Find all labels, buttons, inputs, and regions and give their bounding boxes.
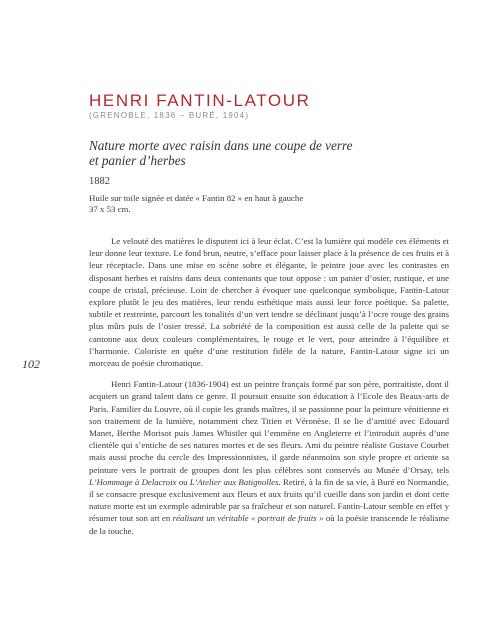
catalogue-entry [89, 92, 449, 537]
artist-name: HENRI FANTIN-LATOUR [89, 91, 311, 110]
artwork-medium: Huile sur toile signée et datée « Fantin 82 » en haut à gauche [89, 193, 304, 203]
artwork-title [89, 138, 449, 168]
essay-text: . Retiré, à la fin de sa vie, à Buré en Normandie, il se consacre presque exclusivement aux fleurs et aux fruits qu’il cueille dans son jardin et dont cette nature morte est un exemple admirable par sa fraîcheur et son naturel. Fantin-Latour semble en effet y résumer tout son art en [89, 476, 449, 524]
artwork-title-line1: Nature morte avec raisin dans une coupe de verre [89, 138, 353, 153]
essay-paragraph-1: Le velouté des matières le disputent ici à leur éclat. C’est la lumière qui modèle ces éléments et leur donne leur texture. Le fond brun, neutre, s’efface pour laisser place à la présence de ces fruits et à leur réceptacle. Dans une mise en scène sobre et élégante, le peintre joue avec les contrastes en disposant herbes et raisins dans deux contenants que tout oppose : un panier d’osier, rustique, et une coupe de cristal, précieuse. Loin de chercher à évoquer une quelconque symbolique, Fantin-Latour explore plutôt le jeu des matières, leur rendu esthétique mais aussi leur force poétique. Sa palette, subtile et restreinte, parcourt les tonalités d’un vert tendre se déclinant jusqu’à l’ocre rouge des grains plus mûrs puis de l’osier tressé. La sobriété de la composition est aussi celle de la palette qui se cantonne aux deux couleurs complémentaires, le rouge et le vert, pour atteindre à l’équilibre et l’harmonie. Coloriste en quête d’une restitution fidèle de la nature, Fantin-Latour signe ici un morceau de poésie chromatique. [89, 236, 449, 369]
artwork-dimensions: 37 x 53 cm. [89, 204, 131, 214]
essay [89, 235, 449, 537]
artist-dates: (GRENOBLE, 1836 – BURÉ, 1904) [89, 111, 250, 120]
artwork-year: 1882 [89, 176, 110, 187]
artwork-reference: L’Atelier aux Batignolles [189, 476, 279, 487]
artwork-reference: L’Hommage à Delacroix [89, 476, 177, 487]
essay-paragraph-2 [89, 378, 449, 537]
essay-text: où la poésie transcende le réalisme de la touche. [89, 513, 449, 536]
essay-text: ou [176, 476, 190, 487]
essay-text: Henri Fantin-Latour (1836-1904) est un peintre français formé par son père, portraitiste, dont il acquiert un grand talent dans ce genre. Il poursuit ensuite son éducation à l’Ecole des Beaux-arts de Paris. Familier du Louvre, où il copie les grands maîtres, il se passionne pour la peinture vénitienne et son traitement de la lumière, notamment chez Titien et Véronèse. Il se lie d’amitié avec Edouard Manet, Berthe Morisot puis James Whistler qui l’emmène en Angleterre et l’introduit auprès d’une clientèle qui s’entiche de ses natures mortes et de ses fleurs. Ami du peintre réaliste Gustave Courbet mais aussi proche du cercle des Impressionnistes, il garde néanmoins son style propre et oriente sa peinture vers le portrait de groupes dont les plus célèbres sont conservés au Musée d’Orsay, tels [89, 379, 449, 475]
page-number: 102 [22, 357, 40, 371]
artwork-title-line2: et panier d’herbes [89, 153, 186, 168]
emphasis-text: réalisant un véritable « portrait de fruits » [172, 513, 324, 524]
